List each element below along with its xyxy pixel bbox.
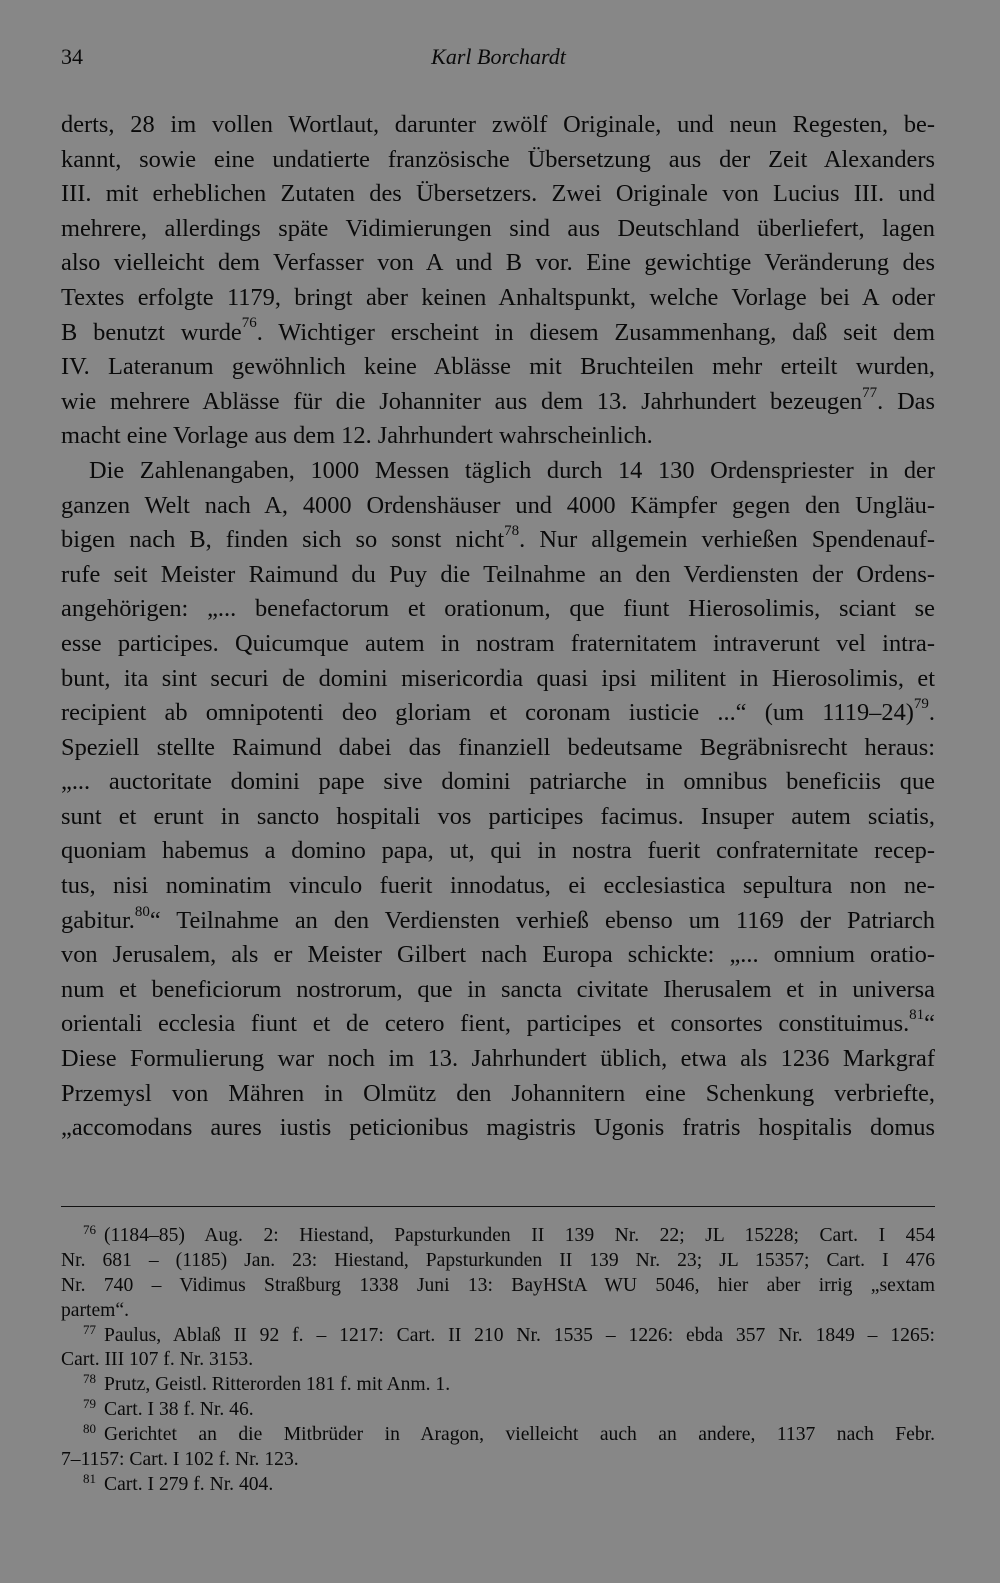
footnote-divider (61, 1206, 935, 1207)
text-line: macht eine Vorlage aus dem 12. Jahrhundert wahrscheinlich. (61, 422, 653, 450)
text-line: IV. Lateranum gewöhnlich keine Ablässe mit Bruchteilen mehr erteilt wurden, (61, 353, 935, 381)
text-line: ganzen Welt nach A, 4000 Ordenshäuser und 4000 Kämpfer gegen den Ungläu- (61, 491, 935, 519)
text-line: „... auctoritate domini pape sive domini patriarche in omnibus beneficiis que (61, 768, 935, 796)
text-line: bunt, ita sint securi de domini misericordia quasi ipsi militent in Hierosolimis, et (61, 664, 935, 692)
page-number: 34 (61, 44, 83, 69)
text-line: Die Zahlenangaben, 1000 Messen täglich durch 14 130 Ordenspriester in der (89, 456, 935, 484)
footnote-line: partem“. (61, 1299, 129, 1321)
footnote-ref: 80 (134, 903, 150, 920)
footnote-number: 77 (83, 1321, 96, 1337)
footnote-number: 76 (83, 1222, 96, 1237)
text-line: Przemysl von Mähren in Olmütz den Johannitern eine Schenkung verbriefte, (61, 1079, 935, 1107)
footnote-line: $^{78}$ Prutz, Geistl. Ritterorden 181 f. mit Anm. 1. (83, 1371, 451, 1396)
footnote-line: $^{79}$ Cart. I 38 f. Nr. 46. (83, 1396, 254, 1421)
footnote-line: Cart. III 107 f. Nr. 3153. (61, 1349, 254, 1371)
footnote-line: $^{81}$ Cart. I 279 f. Nr. 404. (83, 1470, 274, 1495)
text-line: B benutzt wurde$^{76}$. Wichtiger erscheint in diesem Zusammenhang, daß seit dem (61, 315, 935, 346)
text-line: angehörigen: „... benefactorum et orationum, que fiunt Hierosolimis, sciant se (61, 595, 935, 623)
text-line: kannt, sowie eine undatierte französische Übersetzung aus der Zeit Alexanders (61, 145, 935, 173)
text-line: III. mit erheblichen Zutaten des Übersetzers. Zwei Originale von Lucius III. und (61, 180, 935, 208)
footnote-ref: 78 (504, 523, 520, 539)
footnote-line: 7–1157: Cart. I 102 f. Nr. 123. (61, 1449, 299, 1471)
text-line: Diese Formulierung war noch im 13. Jahrhundert üblich, etwa als 1236 Markgraf (61, 1045, 935, 1073)
footnote-number: 79 (83, 1396, 96, 1412)
footnote-line: $^{77}$ Paulus, Ablaß II 92 f. – 1217: Cart. II 210 Nr. 1535 – 1226: ebda 357 Nr. 1849 – 1265: (83, 1321, 935, 1346)
text-line: quoniam habemus a domino papa, ut, qui in nostra fuerit confraternitate recep- (61, 837, 935, 865)
text-line: bigen nach B, finden sich so sonst nicht$^{78}$. Nur allgemein verhießen Spendenauf- (61, 523, 935, 554)
footnote-line: Nr. 681 – (1185) Jan. 23: Hiestand, Papsturkunden II 139 Nr. 23; JL 15357; Cart. I 476 (61, 1249, 935, 1271)
footnote-line: $^{80}$ Gerichtet an die Mitbrüder in Aragon, vielleicht auch an andere, 1137 nach Febr. (83, 1421, 935, 1446)
footnote-ref: 76 (241, 315, 257, 332)
text-line: gabitur.$^{80}$“ Teilnahme an den Verdiensten verhieß ebenso um 1169 der Patriarch (61, 903, 935, 934)
text-line: „accomodans aures iustis peticionibus magistris Ugonis fratris hospitalis domus (61, 1114, 935, 1142)
footnote-ref: 79 (913, 695, 929, 712)
text-line: orientali ecclesia fiunt et de cetero fient, participes et consortes constituimus.$^{81}$“ (61, 1007, 935, 1038)
footnote-ref: 81 (909, 1007, 925, 1024)
text-line: sunt et erunt in sancto hospitali vos participes facimus. Insuper autem sciatis, (61, 802, 935, 830)
footnote-line: $^{76}$ (1184–85) Aug. 2: Hiestand, Papsturkunden II 139 Nr. 22; JL 15228; Cart. I 454 (83, 1222, 935, 1246)
text-line: num et beneficiorum nostrorum, que in sancta civitate Iherusalem et in universa (61, 975, 935, 1003)
footnote-number: 78 (83, 1371, 96, 1387)
text-line: von Jerusalem, als er Meister Gilbert nach Europa schickte: „... omnium oratio- (61, 941, 935, 969)
footnote-number: 80 (83, 1421, 96, 1437)
text-line: Textes erfolgte 1179, bringt aber keinen Anhaltspunkt, welche Vorlage bei A oder (61, 283, 935, 311)
text-line: rufe seit Meister Raimund du Puy die Teilnahme an den Verdiensten der Ordens- (61, 560, 935, 588)
text-line: mehrere, allerdings späte Vidimierungen sind aus Deutschland überliefert, lagen (61, 214, 935, 242)
main-text (61, 108, 935, 1146)
text-line: recipient ab omnipotenti deo gloriam et coronam iusticie ...“ (um 1119–24)$^{79}$. (61, 695, 935, 727)
footnote-number: 81 (83, 1470, 96, 1486)
text-line: also vielleicht dem Verfasser von A und B vor. Eine gewichtige Veränderung des (61, 249, 935, 277)
text-line: wie mehrere Ablässe für die Johanniter aus dem 13. Jahrhundert bezeugen$^{77}$. Das (61, 384, 935, 415)
page-header (61, 44, 936, 78)
text-line: Speziell stellte Raimund dabei das finanziell bedeutsame Begräbnisrecht heraus: (61, 733, 935, 761)
text-line: derts, 28 im vollen Wortlaut, darunter zwölf Originale, und neun Regesten, be- (61, 111, 935, 138)
footnote-line: Nr. 740 – Vidimus Straßburg 1338 Juni 13: BayHStA WU 5046, hier aber irrig „sextam (61, 1274, 935, 1296)
footnote-ref: 77 (862, 384, 878, 401)
text-line: tus, nisi nominatim vinculo fuerit innodatus, ei ecclesiastica sepultura non ne- (61, 872, 935, 900)
running-head: Karl Borchardt (431, 44, 566, 69)
text-line: esse participes. Quicumque autem in nostram fraternitatem intraverunt vel intra- (61, 629, 935, 657)
footnotes (61, 1224, 935, 1498)
